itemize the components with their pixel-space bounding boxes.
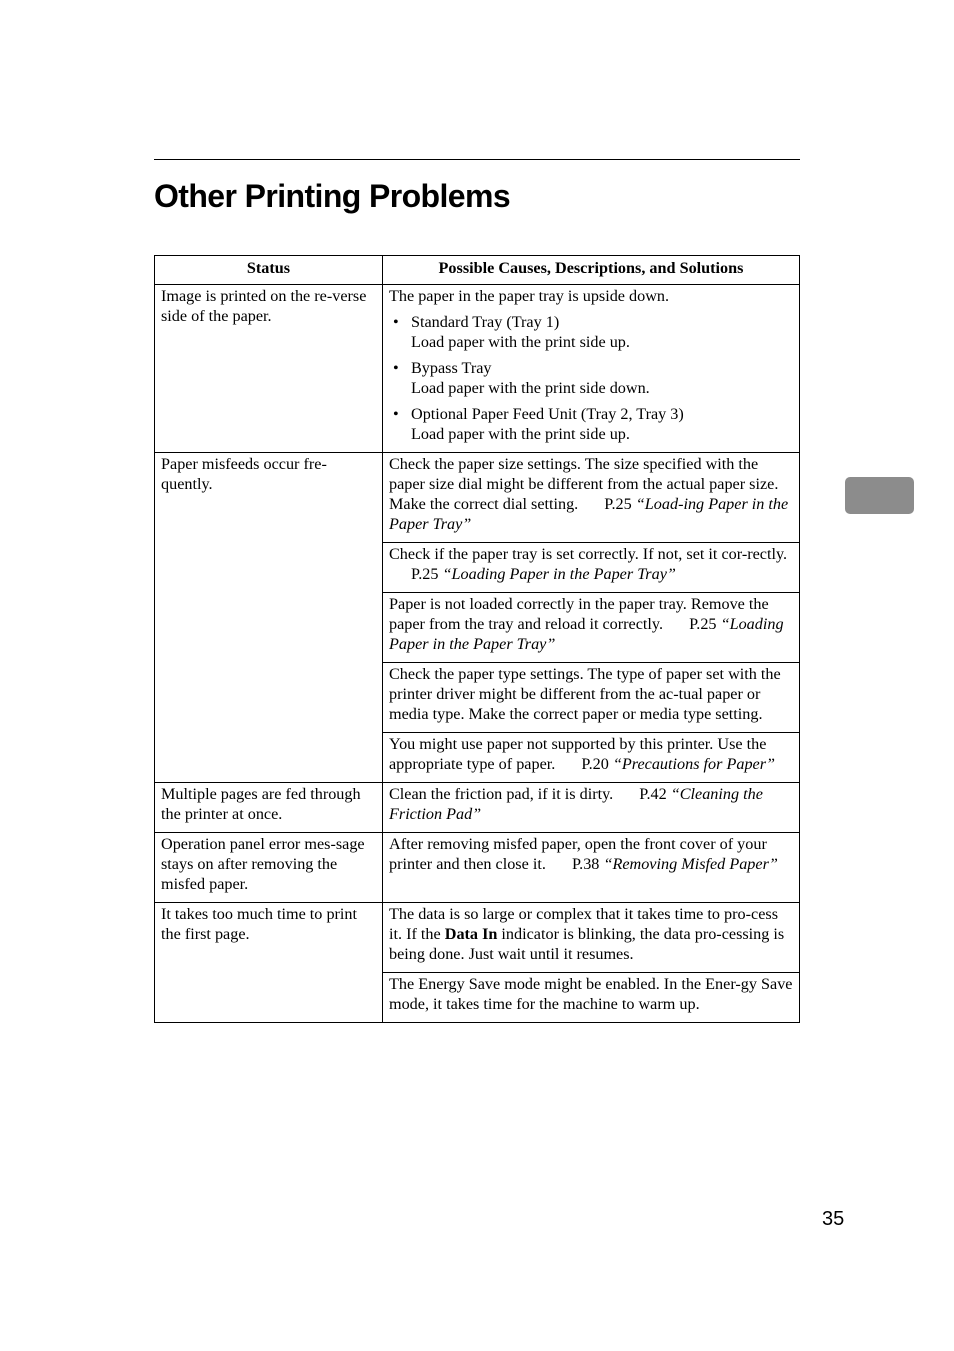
solution-cell <box>383 733 800 783</box>
solution-text: Clean the friction pad, if it is dirty. <box>389 785 614 803</box>
page-number: 35 <box>822 1208 845 1230</box>
chapter-tab <box>845 477 914 514</box>
status-cell: Image is printed on the re-verse side of the paper. <box>155 285 383 453</box>
table-header-row <box>155 256 800 285</box>
table-row <box>155 783 800 833</box>
status-cell: Paper misfeeds occur fre-quently. <box>155 453 383 783</box>
table-row <box>155 285 800 453</box>
ref-title[interactable]: “Precautions for Paper” <box>612 755 776 773</box>
status-cell: It takes too much time to print the first page. <box>155 903 383 1023</box>
solution-text: indicator is blinking, the data pro-cessing is being done. Just wait until it resumes. <box>389 925 785 963</box>
tray-action: Load paper with the print side down. <box>411 379 650 397</box>
solution-text: Check the paper type settings. The type of paper set with the printer driver might be different from the ac-tual paper or media type. Make the correct paper or media type setting. <box>389 665 781 723</box>
list-item <box>389 358 793 398</box>
solution-cell <box>383 973 800 1023</box>
page-ref[interactable]: P.25 <box>411 565 439 583</box>
tray-name: Standard Tray (Tray 1) <box>411 313 560 331</box>
solution-cell <box>383 903 800 973</box>
ref-title[interactable]: “Cleaning the Friction Pad” <box>389 785 763 823</box>
page-ref[interactable]: P.20 <box>581 755 609 773</box>
page-title: Other Printing Problems <box>154 178 511 214</box>
list-item <box>389 312 793 352</box>
solution-cell <box>383 453 800 543</box>
solution-intro: The paper in the paper tray is upside down. <box>389 287 670 305</box>
solution-cell <box>383 783 800 833</box>
solution-text: The data is so large or complex that it takes time to pro-cess it. If the <box>389 905 778 943</box>
page-ref[interactable]: P.25 <box>689 615 717 633</box>
solution-cell <box>383 285 800 453</box>
page-ref[interactable]: P.25 <box>604 495 632 513</box>
page-ref[interactable]: P.42 <box>639 785 667 803</box>
solution-cell <box>383 833 800 903</box>
indicator-name: Data In <box>444 925 498 943</box>
status-header: Status <box>155 256 383 285</box>
ref-title[interactable]: “Loading Paper in the Paper Tray” <box>389 615 784 653</box>
table-row <box>155 903 800 973</box>
tray-list <box>389 312 793 444</box>
problems-table <box>154 255 800 1023</box>
list-item <box>389 404 793 444</box>
causes-header: Possible Causes, Descriptions, and Solutions <box>383 256 800 285</box>
table-row <box>155 833 800 903</box>
status-cell: Multiple pages are fed through the printer at once. <box>155 783 383 833</box>
tray-name: Bypass Tray <box>411 359 492 377</box>
status-cell: Operation panel error mes-sage stays on after removing the misfed paper. <box>155 833 383 903</box>
page-ref[interactable]: P.38 <box>571 855 600 873</box>
ref-title[interactable]: “Loading Paper in the Paper Tray” <box>442 565 676 583</box>
solution-cell <box>383 543 800 593</box>
tray-name: Optional Paper Feed Unit (Tray 2, Tray 3) <box>411 405 684 423</box>
solution-text: The Energy Save mode might be enabled. In the Ener-gy Save mode, it takes time for the machine to warm up. <box>389 975 793 1013</box>
header-rule <box>154 159 800 160</box>
solution-text: Check the paper size settings. The size specified with the paper size dial might be different from the actual paper size. Make the correct dial setting. <box>389 455 779 513</box>
tray-action: Load paper with the print side up. <box>411 425 630 443</box>
solution-cell <box>383 593 800 663</box>
solution-text: After removing misfed paper, open the front cover of your printer and then close it. <box>389 835 767 873</box>
solution-text: Paper is not loaded correctly in the paper tray. Remove the paper from the tray and reload it correctly. <box>389 595 769 633</box>
solution-cell <box>383 663 800 733</box>
solution-text: Check if the paper tray is set correctly. If not, set it cor-rectly. <box>389 545 788 563</box>
ref-title[interactable]: “Removing Misfed Paper” <box>603 855 778 873</box>
tray-action: Load paper with the print side up. <box>411 333 630 351</box>
table-row <box>155 453 800 543</box>
solution-text: You might use paper not supported by this printer. Use the appropriate type of paper. <box>389 735 767 773</box>
ref-title[interactable]: “Load-ing Paper in the Paper Tray” <box>389 495 789 533</box>
